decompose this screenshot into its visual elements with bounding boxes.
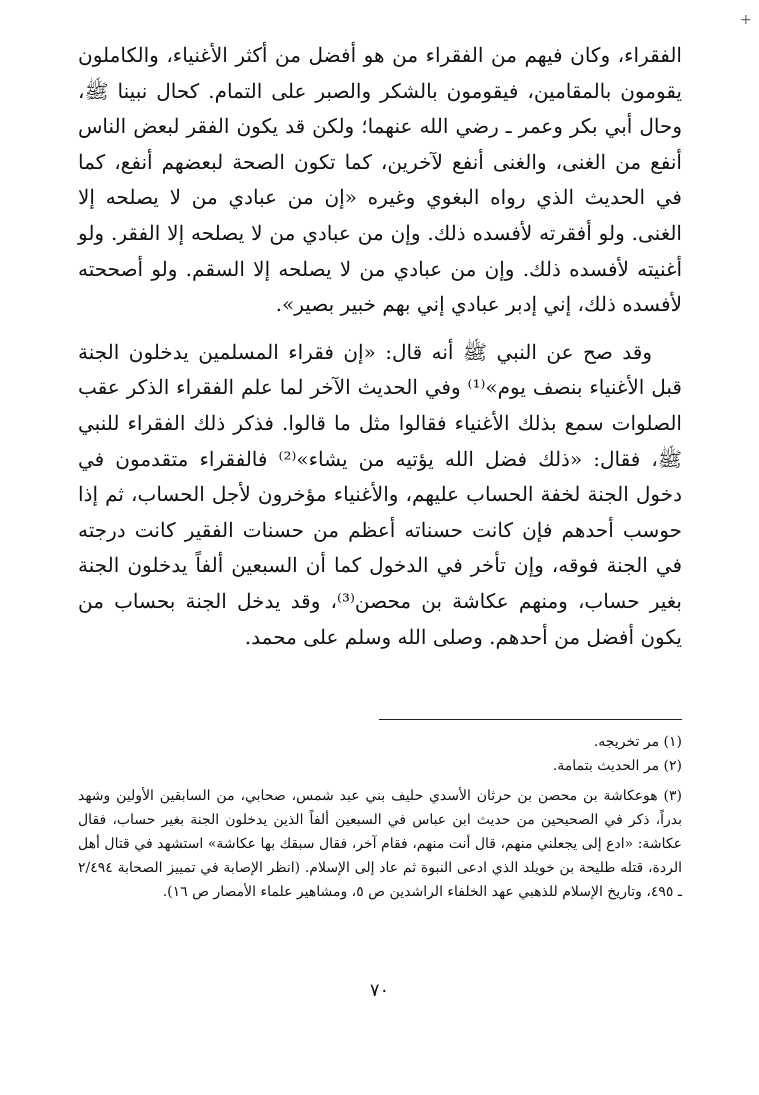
footnote-2 <box>78 754 682 778</box>
footnote-text: هوعكاشة بن محصن بن حرثان الأسدي حليف بني عبد شمس، صحابي، من السابقين الأولين وشهد بدراً، ذكر في الصحيحين من حديث ابن عباس في السبعين ألفاً الذين يدخلون الجنة بغير حساب، فقال عكاشة: «ادع إلى يجعلني منهم، قال أنت منهم، فقام آخر، فقال سبقك بها عكاشة» استشهد في قتال أهل الردة، قتله طليحة بن خويلد الذي ادعى النبوة ثم عاد إلى الإسلام. (انظر الإصابة في تمييز الصحابة ٢/٤٩٤ ـ ٤٩٥، وتاريخ الإسلام للذهبي عهد الخلفاء الراشدين ص ٥، ومشاهير علماء الأمصار ص ١٦). <box>78 788 682 900</box>
footnote-text: مر تخريجه. <box>593 734 660 750</box>
page-number: ٧٠ <box>369 980 390 1001</box>
footnote-number: (١) <box>663 734 682 750</box>
footnote-divider <box>379 719 682 720</box>
footnotes <box>78 730 682 904</box>
main-text <box>78 38 682 655</box>
footnote-text: مر الحديث بتمامة. <box>552 758 660 774</box>
paragraph-2: وقد صح عن النبي ﷺ أنه قال: «إن فقراء المسلمين يدخلون الجنة قبل الأغنياء بنصف يوم»⁽¹⁾ وفي الحديث الآخر لما علم الفقراء الذكر عقب الصلوات سمع بذلك الأغنياء فقالوا مثل ما قالوا. فذكر ذلك الفقراء للنبي ﷺ، فقال: «ذلك فضل الله يؤتيه من يشاء»⁽²⁾ فالفقراء متقدمون في دخول الجنة لخفة الحساب عليهم، والأغنياء مؤخرون لأجل الحساب، ثم إذا حوسب أحدهم فإن كانت حسناته أعظم من حسنات الفقير كانت درجته في الجنة فوقه، وإن تأخر في الدخول كما أن السبعين ألفاً يدخلون الجنة بغير حساب، ومنهم عكاشة بن محصن⁽³⁾، وقد يدخل الجنة بحساب من يكون أفضل من أحدهم. وصلى الله وسلم على محمد. <box>78 339 682 649</box>
footnote-number: (٢) <box>663 758 682 774</box>
paragraph-1: الفقراء، وكان فيهم من الفقراء من هو أفضل من أكثر الأغنياء، والكاملون يقومون بالمقامين، فيقومون بالشكر والصبر على التمام. كحال نبينا ﷺ، وحال أبي بكر وعمر ـ رضي الله عنهما؛ ولكن قد يكون الفقر لبعض الناس أنفع من الغنى، والغنى أنفع لآخرين، كما تكون الصحة لبعضهم أنفع، كما في الحديث الذي رواه البغوي وغيره «إن من عبادي من لا يصلحه إلا الغنى. ولو أفقرته لأفسده ذلك. وإن من عبادي من لا يصلحه إلا الفقر. ولو أغنيته لأفسده ذلك. وإن من عبادي من لا يصلحه إلا السقم. ولو أصححته لأفسده ذلك، إني إدبر عبادي إني بهم خبير بصير». <box>78 43 682 317</box>
footnote-3 <box>78 784 682 904</box>
corner-mark: + <box>740 12 752 28</box>
footnote-1 <box>78 730 682 754</box>
footnote-number: (٣) <box>663 788 683 804</box>
